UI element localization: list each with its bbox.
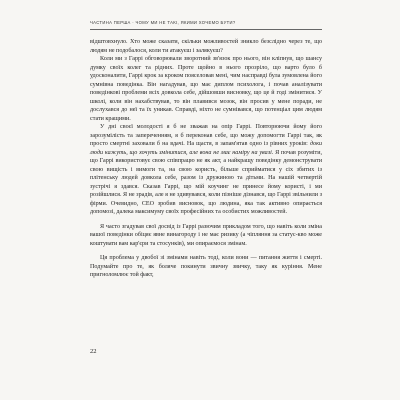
text-run: Ця проблема у двобої зі змінами навіть тоді, коли вони — питання життя і смерті. Подумайте про те, як боляче покинути звичну звичку, таку як куріння. Мене пригноломлює той факт,: [90, 255, 322, 278]
running-header: ЧАСТИНА ПЕРША · ЧОМУ МИ НЕ ТАКІ, ЯКИМИ ХОЧЕМО БУТИ?: [90, 20, 236, 25]
text-run: відштовхнуло. Хто може сказати, скільки можливостей зникло безслідно через те, що людям не подобалося, коли ти атакуєш і залякуєш?: [90, 39, 322, 54]
paragraph-p3: [90, 123, 322, 217]
body-text: [90, 38, 322, 280]
paragraph-p1: [90, 38, 322, 55]
paragraph-p2: [90, 55, 322, 123]
text-run: У дні своєї молодості я б не зважав на опір Гаррі. Повторюючи йому його зарозумілість та запереченням, я б переконав себе, що можу допомогти Гаррі так, як просто смертні заховали б на вдачі. На щастя, в запам'ятав одно із рівних уроків:: [90, 124, 322, 147]
text-run: Коли ми з Гаррі обговорювали зворотний зв'язок про нього, він кліпнув, що шансу думку своїх колег та рідних. Проте щойно в нього прозріло, що варто було б удосконалити, Гаррі крок за кроком пояселовав мені, чим насправді була зумовлена його сумнівна поведінка. Він нагадував, що має диплом психолога, і почав аналізувати поведінкові проблеми всіх довкола себе, дійшовши висновку, що це й годі змінитися. У школі, коли він нахабствував, то він плавився мозок, він просив у мене поради, не дослухався до неї та їх уникав. Справді, ніхто не сумнівався, що потенціал цим людям стати кращими.: [90, 56, 322, 122]
page-number: 22: [90, 348, 97, 355]
italic-phrase: доки люди кажуть, що хочуть змінитися, але вона не має наміру на увазі.: [90, 141, 322, 156]
header-rule: [90, 29, 322, 30]
paragraph-p5: [90, 254, 322, 280]
text-run: Я часто згадував свої досвід із Гаррі разючим прикладом того, що навіть коли зміна вашої поведінки обіцяє явне винагороду і не має ризику (а чіпляння за статус-кво може коштувати вам кар'єри та стосунків), ми опираємося змінам.: [90, 223, 322, 247]
text-run: Я почав розуміти, що Гаррі використовує свою співпрацю не як акт, а найкращу поведінку демонструвати свою вищість і вимоги та, на свою користь, більше сприйматися у сіх збитих із плітенську людей довкола себе, разом із дружиною та дітьми. На нашій четвертій зустрічі я здався. Сказав Гаррі, що мій коучинг не принесе йому користі, і ми розійшлися. Я не зрадів, але я не здивувався, коли пізніше дізнався, що Гаррі звільнили з фірми. Очевидно, CEO зробив висновок, що людина, яка так активно опирається допомозі, далека максимуму своїх професійних та особистих можливостей.: [90, 149, 322, 215]
paragraph-p4: [90, 223, 322, 249]
